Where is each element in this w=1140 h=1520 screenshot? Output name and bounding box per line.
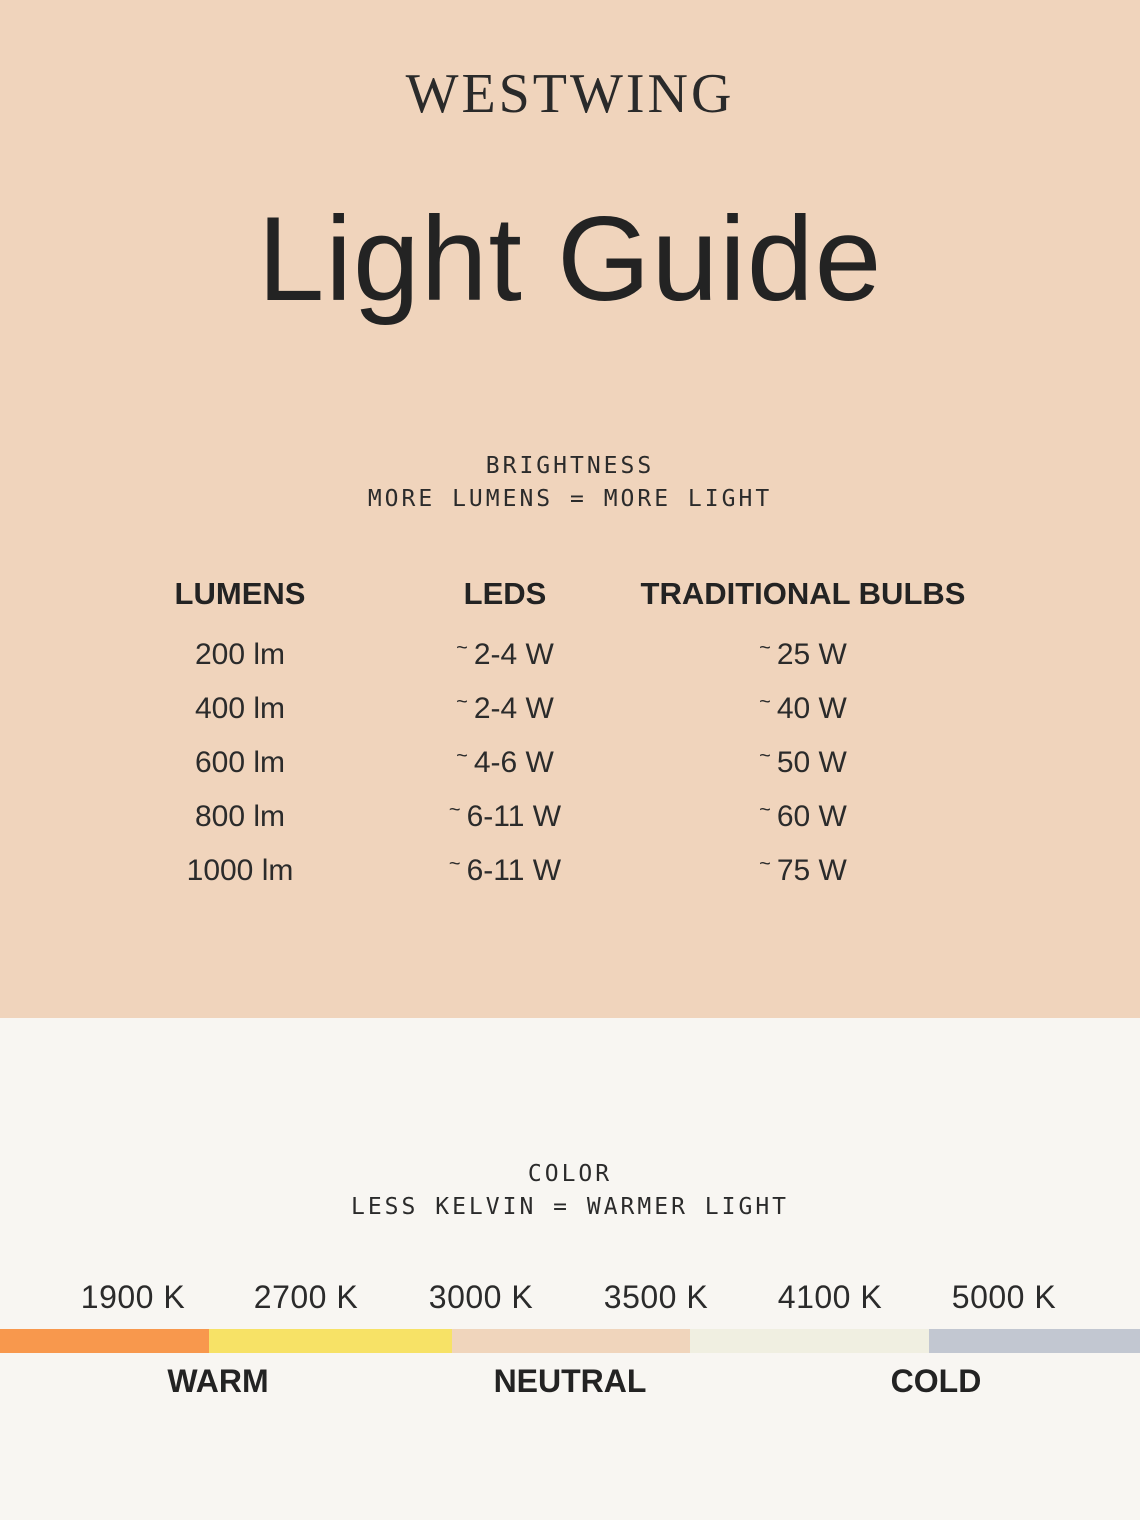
kelvin-label-1900k: 1900 K xyxy=(80,1279,186,1315)
lumens-cell-value: 800 lm xyxy=(194,800,286,833)
color-section xyxy=(0,1018,1140,1520)
kelvin-label-5000k: 5000 K xyxy=(951,1279,1057,1315)
color-subheading: LESS KELVIN = WARMER LIGHT xyxy=(350,1194,790,1220)
leds-cell xyxy=(449,736,561,790)
approx-symbol: ~ xyxy=(448,852,461,875)
lumens-column-cells xyxy=(175,628,306,898)
leds-cell-value: 4-6 W xyxy=(473,746,554,779)
traditional-bulb-cell-value: 40 W xyxy=(776,692,847,725)
approx-symbol: ~ xyxy=(456,744,468,767)
temp-label-neutral: NEUTRAL xyxy=(493,1363,647,1399)
scale-segment-neutral-peach xyxy=(452,1329,690,1353)
lumens-cell xyxy=(175,790,306,844)
color-heading: COLOR xyxy=(527,1161,613,1187)
scale-segment-warm-yellow xyxy=(209,1329,452,1353)
traditional-bulbs-column-cells xyxy=(641,628,966,898)
leds-column xyxy=(449,578,561,898)
lumens-cell-value: 600 lm xyxy=(194,746,286,779)
leds-cell-value: 2-4 W xyxy=(473,638,554,671)
kelvin-label-3500k: 3500 K xyxy=(603,1279,709,1315)
brightness-subheading: MORE LUMENS = MORE LIGHT xyxy=(367,486,773,512)
brand-logo: WESTWING xyxy=(405,63,735,125)
traditional-bulbs-column xyxy=(641,578,966,898)
lumens-cell xyxy=(175,628,306,682)
traditional-bulb-cell xyxy=(641,736,966,790)
traditional-bulb-cell xyxy=(641,844,966,898)
leds-column-header: LEDS xyxy=(463,576,547,611)
color-temperature-bar xyxy=(0,1329,1140,1353)
lumens-cell-value: 1000 lm xyxy=(186,854,294,887)
temp-label-cold: COLD xyxy=(890,1363,982,1399)
leds-cell-value: 6-11 W xyxy=(466,800,562,833)
approx-symbol: ~ xyxy=(759,744,771,767)
traditional-bulb-cell xyxy=(641,790,966,844)
traditional-bulb-cell-value: 25 W xyxy=(776,638,847,671)
approx-symbol: ~ xyxy=(759,690,771,713)
scale-segment-neutral-cream xyxy=(690,1329,929,1353)
lumens-column xyxy=(175,578,306,898)
leds-cell xyxy=(449,628,561,682)
brightness-intro xyxy=(0,450,1140,516)
lumens-column-header: LUMENS xyxy=(174,576,306,611)
traditional-bulb-cell-value: 50 W xyxy=(776,746,847,779)
scale-segment-cold-blue xyxy=(929,1329,1140,1353)
approx-symbol: ~ xyxy=(759,852,771,875)
page-title: Light Guide xyxy=(257,192,883,326)
traditional-bulb-cell-value: 75 W xyxy=(776,854,847,887)
traditional-bulbs-column-header: TRADITIONAL BULBS xyxy=(640,576,966,611)
approx-symbol: ~ xyxy=(448,798,461,821)
approx-symbol: ~ xyxy=(759,636,771,659)
lumens-cell xyxy=(175,844,306,898)
lumens-cell xyxy=(175,736,306,790)
approx-symbol: ~ xyxy=(456,636,468,659)
kelvin-label-2700k: 2700 K xyxy=(253,1279,359,1315)
lumens-cell-value: 400 lm xyxy=(194,692,286,725)
kelvin-label-3000k: 3000 K xyxy=(428,1279,534,1315)
approx-symbol: ~ xyxy=(456,690,468,713)
color-intro xyxy=(0,1158,1140,1224)
kelvin-label-4100k: 4100 K xyxy=(777,1279,883,1315)
scale-segment-warm-orange xyxy=(0,1329,209,1353)
brightness-heading: BRIGHTNESS xyxy=(485,453,655,479)
leds-cell-value: 2-4 W xyxy=(473,692,554,725)
leds-cell xyxy=(449,682,561,736)
traditional-bulb-cell xyxy=(641,628,966,682)
leds-cell xyxy=(449,790,561,844)
lumens-cell-value: 200 lm xyxy=(194,638,286,671)
traditional-bulb-cell xyxy=(641,682,966,736)
lumens-cell xyxy=(175,682,306,736)
leds-column-cells xyxy=(449,628,561,898)
leds-cell xyxy=(449,844,561,898)
approx-symbol: ~ xyxy=(759,798,771,821)
leds-cell-value: 6-11 W xyxy=(466,854,562,887)
traditional-bulb-cell-value: 60 W xyxy=(776,800,847,833)
temp-label-warm: WARM xyxy=(167,1363,269,1399)
